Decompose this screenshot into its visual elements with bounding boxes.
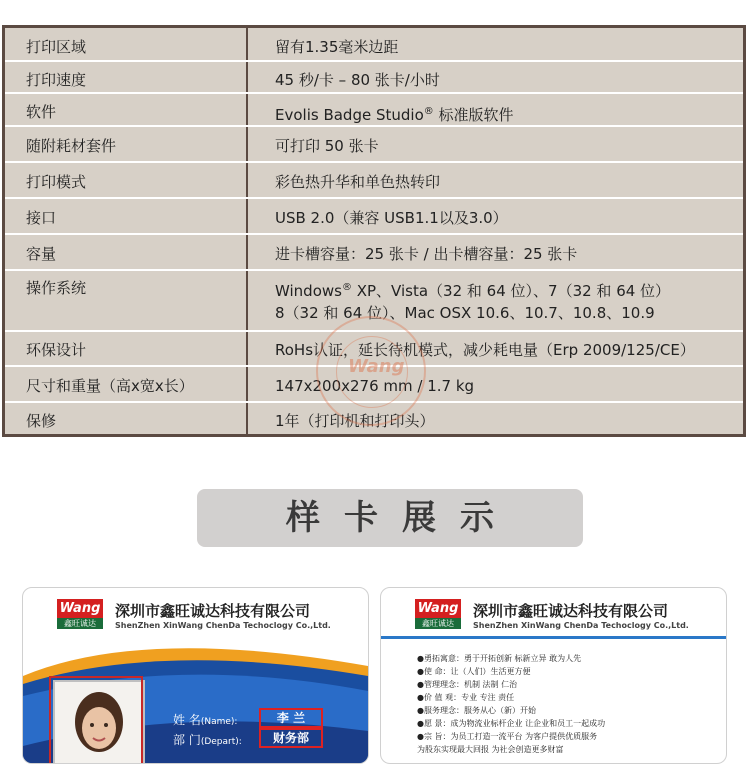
section-title: 样卡展示 [197,489,583,547]
spec-value: 45 秒/卡 – 80 张卡/小时 [275,71,440,89]
spec-row [5,62,743,94]
company-name-cn: 深圳市鑫旺诚达科技有限公司 [115,602,311,620]
spec-label: 操作系统 [26,279,87,297]
spec-label: 打印区域 [26,38,87,56]
dept-label-cn: 部 门 [173,733,201,747]
watermark-seal [316,316,426,426]
list-item: ●服务理念：服务从心（新）开始 [417,706,536,715]
spec-value [248,277,743,324]
spec-value: RoHs认证，延长待机模式，减少耗电量（Erp 2009/125/CE） [275,341,695,359]
logo-bottom: 鑫旺诚达 [415,618,461,629]
company-name-en: ShenZhen XinWang ChenDa Techoclogy Co.,Ltd. [115,621,331,630]
name-label-en: (Name): [200,717,238,727]
watermark-text: Wang [348,356,405,377]
spec-value: 1年（打印机和打印头） [275,412,435,430]
spec-label: 接口 [26,209,57,227]
os-versions: XP、Vista（32 和 64 位）、7（32 和 64 位） [351,282,671,300]
registered-mark: ® [423,106,434,117]
list-item: ●愿 景：成为物流业标杆企业 让企业和员工一起成功 [417,719,606,728]
sample-card-front [22,587,369,764]
name-label [173,711,237,728]
software-edition: 标准版软件 [433,106,514,124]
list-item: ●使 命：让（人们）生活更方便 [417,667,531,676]
os-name: Windows [275,282,342,300]
spec-label: 软件 [26,103,57,121]
company-logo [57,599,103,629]
spec-row [5,163,743,199]
spec-value: USB 2.0（兼容 USB1.1以及3.0） [275,209,508,227]
registered-mark: ® [341,282,352,293]
spec-label: 环保设计 [26,341,87,359]
spec-row [5,127,743,163]
name-label-cn: 姓 名 [173,713,201,727]
list-item: ●勇拓寓意：勇于开拓创新 标新立异 敢为人先 [417,654,582,663]
company-logo [415,599,461,629]
spec-label: 保修 [26,412,57,430]
company-name-cn: 深圳市鑫旺诚达科技有限公司 [473,602,669,620]
spec-label: 打印速度 [26,71,87,89]
spec-label: 容量 [26,245,57,263]
spec-value: 彩色热升华和单色热转印 [275,173,441,191]
name-value: 李 兰 [259,708,323,728]
spec-row [5,28,743,62]
list-item: ●宗 旨：为员工打造一流平台 为客户提供优质服务 [417,732,598,741]
dept-value: 财务部 [259,728,323,748]
list-item: 为股东实现最大回报 为社会创造更多财富 [417,745,564,754]
company-name-en: ShenZhen XinWang ChenDa Techoclogy Co.,Ltd. [473,621,689,630]
logo-top: Wang [57,599,103,618]
spec-value: 进卡槽容量：25 张卡 / 出卡槽容量：25 张卡 [275,245,578,263]
logo-bottom: 鑫旺诚达 [57,618,103,629]
card-divider-line [381,636,726,639]
spec-label: 随附耗材套件 [26,137,117,155]
spec-value: 可打印 50 张卡 [275,137,379,155]
spec-row [5,235,743,271]
spec-label: 尺寸和重量（高x宽x长） [26,377,194,395]
spec-row [5,94,743,127]
spec-label: 打印模式 [26,173,87,191]
dept-label-en: (Depart): [200,737,242,747]
company-values-list [417,652,605,756]
spec-row [5,199,743,235]
photo-frame [49,676,143,764]
spec-value [248,101,743,126]
logo-top: Wang [415,599,461,618]
list-item: ●价 值 观：专业 专注 责任 [417,693,515,702]
sample-card-back [380,587,727,764]
software-name: Evolis Badge Studio [275,106,424,124]
spec-value: 留有1.35毫米边距 [275,38,399,56]
spec-value: 147x200x276 mm / 1.7 kg [275,377,475,395]
dept-label [173,731,242,748]
list-item: ●管理理念：机制 法制 仁治 [417,680,518,689]
os-versions-line2: 8（32 和 64 位）、Mac OSX 10.6、10.7、10.8、10.9 [275,304,655,322]
